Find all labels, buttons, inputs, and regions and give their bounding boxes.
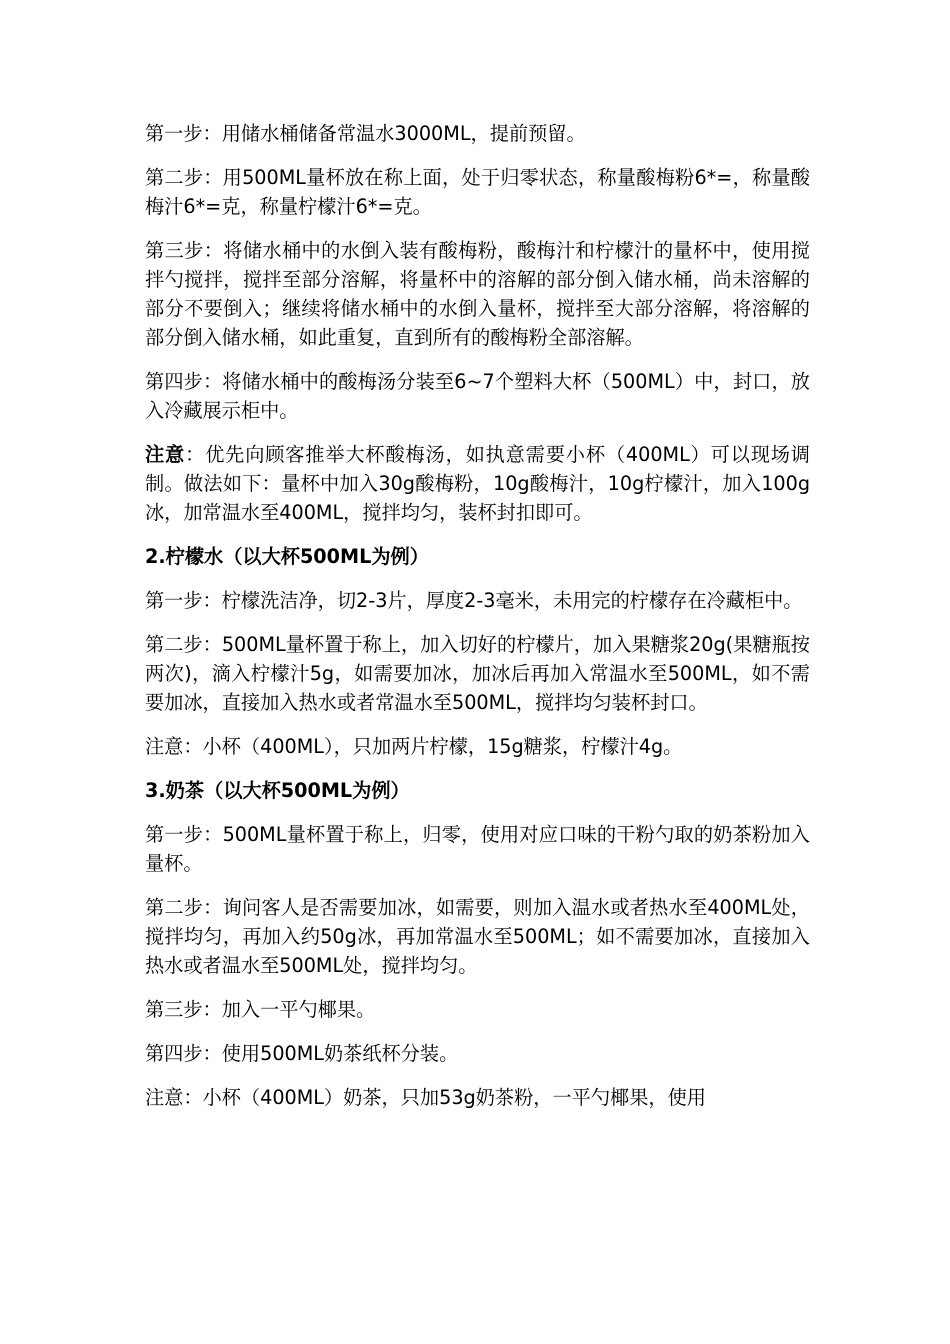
naicha-step-1: 第一步：500ML量杯置于称上，归零，使用对应口味的干粉勺取的奶茶粉加入量杯。	[145, 823, 810, 875]
document-page	[145, 119, 810, 1127]
naicha-step-4: 第四步：使用500ML奶茶纸杯分装。	[145, 1042, 459, 1065]
section-heading-ningmengshui: 2.柠檬水（以大杯500ML为例）	[145, 545, 429, 568]
naicha-step-2: 第二步：询问客人是否需要加冰，如需要，则加入温水或者热水至400ML处，搅拌均匀，再加入约50g冰，再加常温水至500ML；如不需要加冰，直接加入热水或者温水至500ML处，搅拌均匀。	[145, 896, 810, 977]
note-label: 注意	[145, 443, 186, 466]
suanmeitang-step-4: 第四步：将储水桶中的酸梅汤分装至6~7个塑料大杯（500ML）中，封口，放入冷藏展示柜中。	[145, 370, 810, 422]
suanmeitang-step-2: 第二步：用500ML量杯放在称上面，处于归零状态，称量酸梅粉6*=，称量酸梅汁6*=克，称量柠檬汁6*=克。	[145, 166, 810, 218]
naicha-note: 注意：小杯（400ML）奶茶，只加53g奶茶粉，一平勺椰果，使用	[145, 1086, 706, 1109]
ningmengshui-note: 注意：小杯（400ML），只加两片柠檬，15g糖浆，柠檬汁4g。	[145, 735, 683, 758]
ningmengshui-step-1: 第一步：柠檬洗洁净，切2-3片，厚度2-3毫米，未用完的柠檬存在冷藏柜中。	[145, 589, 803, 612]
suanmeitang-step-3: 第三步：将储水桶中的水倒入装有酸梅粉，酸梅汁和柠檬汁的量杯中，使用搅拌勺搅拌，搅拌至部分溶解，将量杯中的溶解的部分倒入储水桶，尚未溶解的部分不要倒入；继续将储水桶中的水倒入量杯，搅拌至大部分溶解，将溶解的部分倒入储水桶，如此重复，直到所有的酸梅粉全部溶解。	[145, 239, 810, 349]
suanmeitang-note	[145, 440, 810, 527]
note-text: ：优先向顾客推举大杯酸梅汤，如执意需要小杯（400ML）可以现场调制。做法如下：量杯中加入30g酸梅粉，10g酸梅汁，10g柠檬汁，加入100g冰，加常温水至400ML，搅拌均匀，装杯封扣即可。	[145, 443, 810, 524]
naicha-step-3: 第三步：加入一平勺椰果。	[145, 998, 376, 1021]
ningmengshui-step-2: 第二步：500ML量杯置于称上，加入切好的柠檬片，加入果糖浆20g(果糖瓶按两次)，滴入柠檬汁5g，如需要加冰，加冰后再加入常温水至500ML，如不需要加冰，直接加入热水或者常温水至500ML，搅拌均匀装杯封口。	[145, 633, 810, 714]
suanmeitang-step-1: 第一步：用储水桶储备常温水3000ML，提前预留。	[145, 122, 586, 145]
section-heading-naicha: 3.奶茶（以大杯500ML为例）	[145, 779, 410, 802]
